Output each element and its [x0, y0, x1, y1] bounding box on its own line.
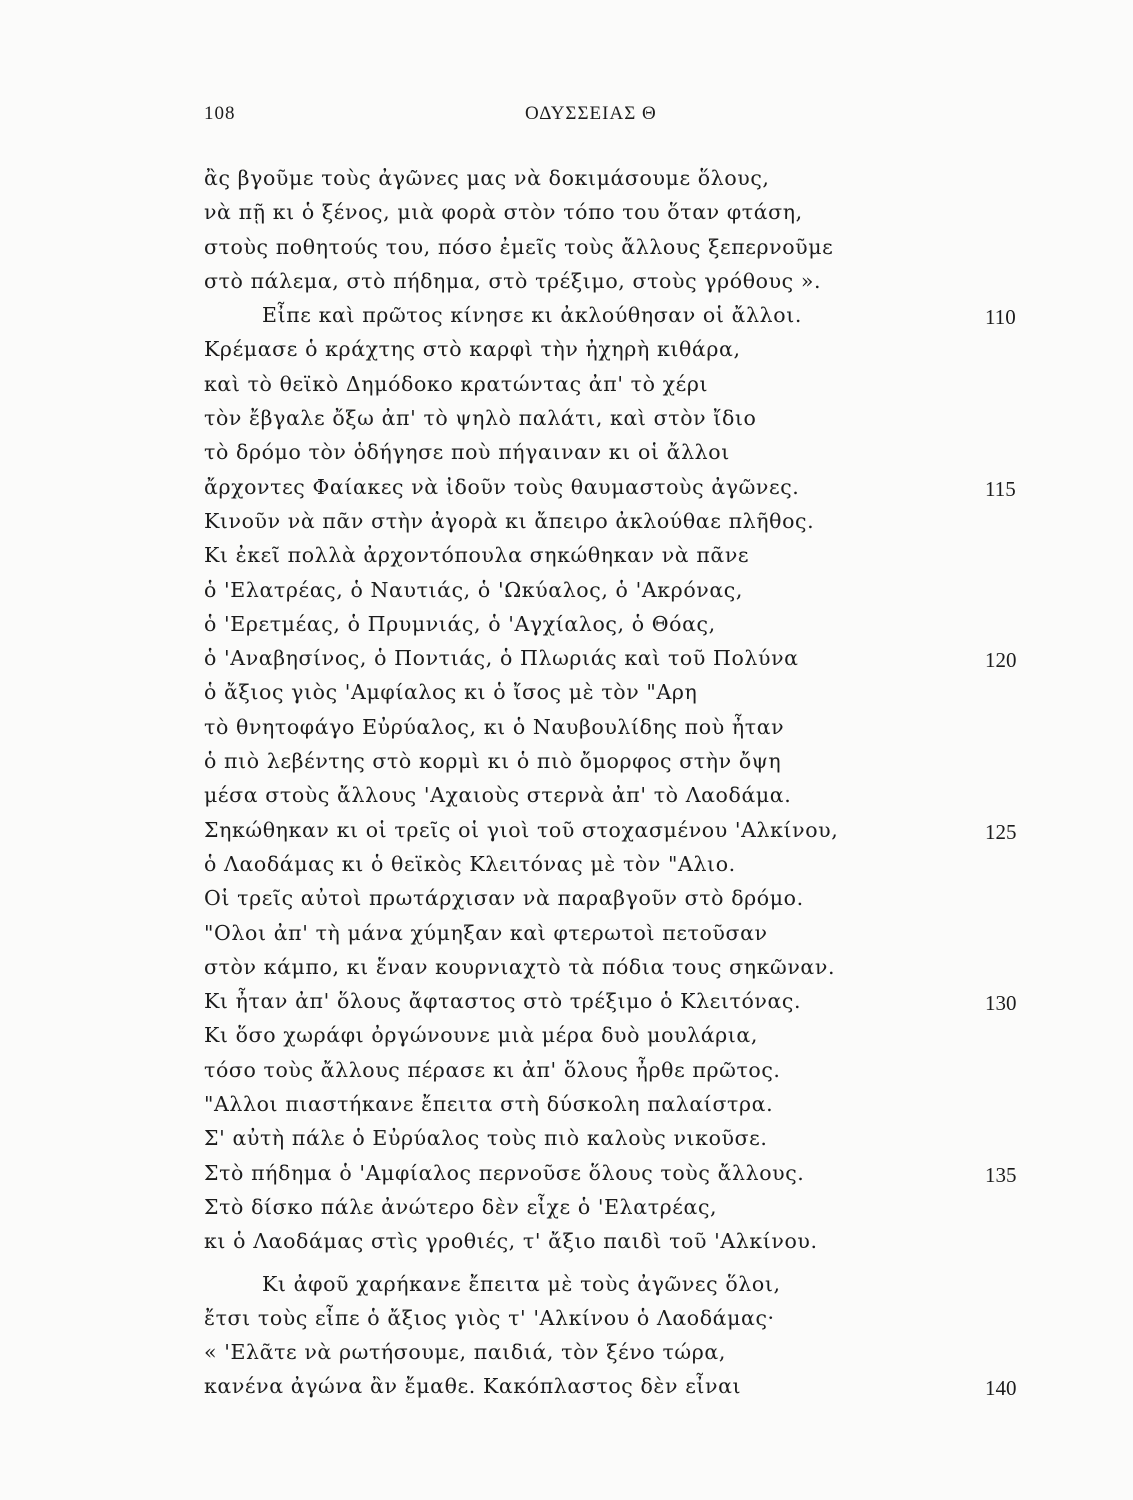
verse-text: "Αλλοι πιαστήκανε ἔπειτα στὴ δύσκολη παλαίστρα. [204, 1092, 774, 1117]
verse-text: ὁ Λαοδάμας κι ὁ θεϊκὸς Κλειτόνας μὲ τὸν "Αλιο. [204, 851, 736, 876]
verse-line [0, 509, 1133, 543]
verse-text: μέσα στοὺς ἄλλους 'Αχαιοὺς στερνὰ ἀπ' τὸ Λαοδάμα. [204, 783, 792, 808]
verse-line [0, 440, 1133, 474]
verse-text: Σηκώθηκαν κι οἱ τρεῖς οἱ γιοὶ τοῦ στοχασμένου 'Αλκίνου, [204, 817, 839, 842]
line-number: 115 [985, 476, 1016, 501]
verse-line [0, 406, 1133, 440]
verse-text: ἂς βγοῦμε τοὺς ἀγῶνες μας νὰ δοκιμάσουμε ὅλους, [204, 166, 770, 190]
verse-text: ὁ 'Αναβησίνος, ὁ Ποντιάς, ὁ Πλωριάς καὶ τοῦ Πολύνα [204, 646, 799, 671]
line-number: 140 [985, 1376, 1017, 1401]
verse-line [0, 852, 1133, 886]
verse-line [0, 715, 1133, 749]
verse-text: Κι ἦταν ἀπ' ὅλους ἄφταστος στὸ τρέξιμο ὁ Κλειτόνας. [204, 989, 802, 1014]
verse-text: στοὺς ποθητούς του, πόσο ἐμεῖς τοὺς ἄλλους ξεπερνοῦμε [204, 234, 834, 259]
verse-line [0, 269, 1133, 303]
verse-text: στὸ πάλεμα, στὸ πήδημα, στὸ τρέξιμο, στοὺς γρόθους ». [204, 268, 822, 293]
verse-text: ὁ 'Ελατρέας, ὁ Ναυτιάς, ὁ 'Ωκύαλος, ὁ 'Ακρόνας, [204, 577, 743, 602]
verse-line [0, 989, 1133, 1023]
verse-line [0, 475, 1133, 509]
verse-text: ὁ πιὸ λεβέντης στὸ κορμὶ κι ὁ πιὸ ὄμορφος στὴν ὄψη [204, 749, 782, 774]
verse-line [0, 200, 1133, 234]
verse-text: τὸν ἔβγαλε ὄξω ἀπ' τὸ ψηλὸ παλάτι, καὶ στὸν ἴδιο [204, 406, 757, 431]
verse-text: "Ολοι ἀπ' τὴ μάνα χύμηξαν καὶ φτερωτοὶ πετοῦσαν [204, 920, 768, 945]
verse-block [0, 166, 1133, 1409]
verse-line [0, 612, 1133, 646]
verse-line [0, 783, 1133, 817]
verse-text: κανένα ἀγώνα ἂν ἔμαθε. Κακόπλαστος δὲν εἶναι [204, 1374, 742, 1399]
line-number: 125 [985, 819, 1017, 844]
verse-text: Στὸ πήδημα ὁ 'Αμφίαλος περνοῦσε ὅλους τοὺς ἄλλους. [204, 1160, 805, 1185]
verse-text: ἄρχοντες Φαίακες νὰ ἰδοῦν τοὺς θαυμαστοὺς ἀγῶνες. [204, 474, 800, 499]
verse-line [0, 1195, 1133, 1229]
verse-line [0, 818, 1133, 852]
verse-line [0, 955, 1133, 989]
verse-text: ὁ ἄξιος γιὸς 'Αμφίαλος κι ὁ ἴσος μὲ τὸν "Αρη [204, 680, 698, 705]
verse-line [0, 1058, 1133, 1092]
verse-text: κι ὁ Λαοδάμας στὶς γροθιές, τ' ἄξιο παιδὶ τοῦ 'Αλκίνου. [204, 1229, 818, 1254]
verse-line [0, 166, 1133, 200]
verse-text: Εἶπε καὶ πρῶτος κίνησε κι ἀκλούθησαν οἱ ἄλλοι. [262, 303, 802, 328]
verse-text: τόσο τοὺς ἄλλους πέρασε κι ἀπ' ὅλους ἦρθε πρῶτος. [204, 1057, 781, 1082]
verse-text: Οἱ τρεῖς αὐτοὶ πρωτάρχισαν νὰ παραβγοῦν στὸ δρόμο. [204, 886, 804, 911]
line-number: 110 [985, 305, 1016, 330]
verse-text: στὸν κάμπο, κι ἕναν κουρνιαχτὸ τὰ πόδια τους σηκῶναν. [204, 954, 836, 979]
verse-text: Κινοῦν νὰ πᾶν στὴν ἀγορὰ κι ἄπειρο ἀκλούθαε πλῆθος. [204, 508, 815, 533]
page-header [0, 100, 1133, 130]
verse-line [0, 372, 1133, 406]
verse-line [0, 1374, 1133, 1408]
line-number: 135 [985, 1162, 1017, 1187]
verse-line [0, 749, 1133, 783]
verse-line [0, 680, 1133, 714]
verse-line [0, 1126, 1133, 1160]
verse-line [0, 543, 1133, 577]
verse-line [0, 578, 1133, 612]
running-title: ΟΔΥΣΣΕΙΑΣ Θ [525, 103, 657, 124]
verse-line [0, 235, 1133, 269]
verse-text: Κι ἀφοῦ χαρήκανε ἔπειτα μὲ τοὺς ἀγῶνες ὅλοι, [262, 1271, 781, 1296]
verse-text: καὶ τὸ θεϊκὸ Δημόδοκο κρατώντας ἀπ' τὸ χέρι [204, 371, 709, 396]
verse-text: Κι ὅσο χωράφι ὀργώνουνε μιὰ μέρα δυὸ μουλάρια, [204, 1023, 758, 1048]
verse-line [0, 337, 1133, 371]
verse-text: ὁ 'Ερετμέας, ὁ Πρυμνιάς, ὁ 'Αγχίαλος, ὁ Θόας, [204, 611, 716, 636]
verse-text: νὰ πῇ κι ὁ ξένος, μιὰ φορὰ στὸν τόπο του ὅταν φτάση, [204, 200, 803, 225]
line-number: 120 [985, 648, 1017, 673]
verse-line [0, 1161, 1133, 1195]
verse-text: « 'Ελᾶτε νὰ ρωτήσουμε, παιδιά, τὸν ξένο τώρα, [204, 1340, 726, 1365]
verse-line [0, 303, 1133, 337]
verse-text: ἔτσι τοὺς εἶπε ὁ ἄξιος γιὸς τ' 'Αλκίνου ὁ Λαοδάμας· [204, 1305, 775, 1330]
verse-text: Κρέμασε ὁ κράχτης στὸ καρφὶ τὴν ἠχηρὴ κιθάρα, [204, 337, 741, 362]
verse-text: Κι ἐκεῖ πολλὰ ἀρχοντόπουλα σηκώθηκαν νὰ πᾶνε [204, 543, 750, 568]
verse-line [0, 1272, 1133, 1306]
verse-line [0, 886, 1133, 920]
verse-line [0, 1092, 1133, 1126]
verse-line [0, 1023, 1133, 1057]
verse-text: Στὸ δίσκο πάλε ἀνώτερο δὲν εἶχε ὁ 'Ελατρέας, [204, 1194, 718, 1219]
verse-line [0, 1340, 1133, 1374]
verse-line [0, 1306, 1133, 1340]
verse-line [0, 921, 1133, 955]
page-number: 108 [204, 103, 236, 124]
line-number: 130 [985, 991, 1017, 1016]
verse-text: τὸ δρόμο τὸν ὁδήγησε ποὺ πήγαιναν κι οἱ ἄλλοι [204, 440, 730, 465]
verse-line [0, 1229, 1133, 1263]
verse-line [0, 646, 1133, 680]
verse-text: Σ' αὐτὴ πάλε ὁ Εὐρύαλος τοὺς πιὸ καλοὺς νικοῦσε. [204, 1126, 768, 1151]
verse-text: τὸ θνητοφάγο Εὐρύαλος, κι ὁ Ναυβουλίδης ποὺ ἦταν [204, 714, 785, 739]
